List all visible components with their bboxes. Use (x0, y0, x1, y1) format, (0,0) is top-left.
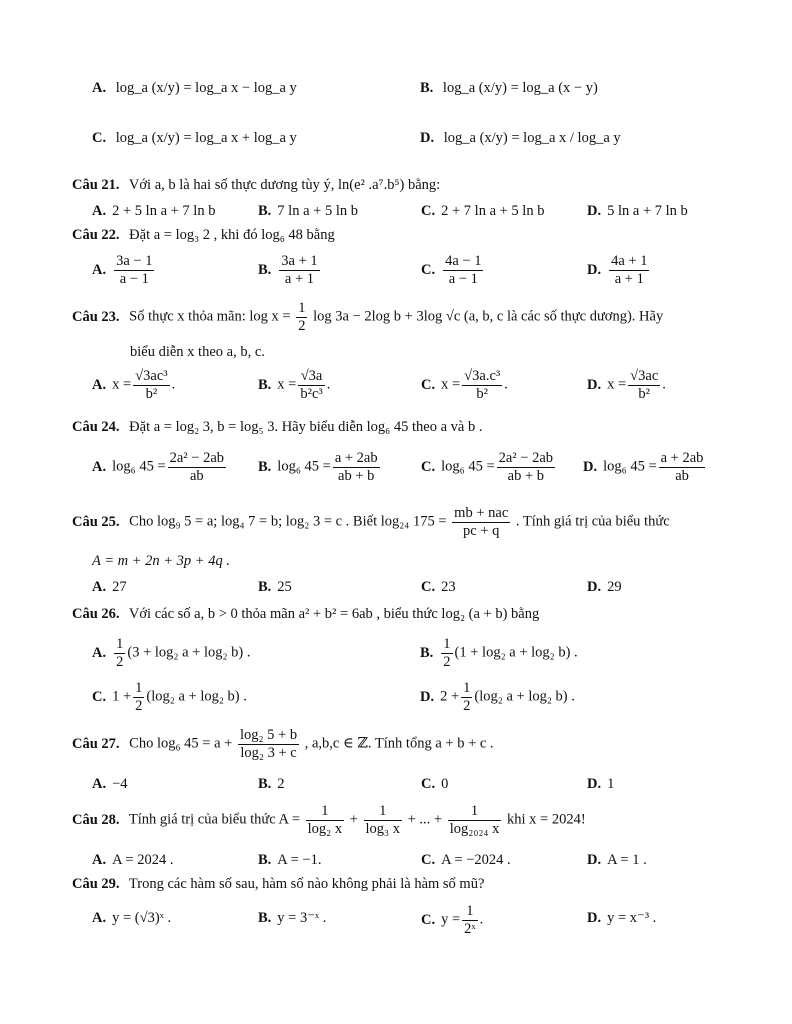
option-text: log_a (x/y) = log_a x + log_a y (115, 130, 297, 146)
denominator: 2 (116, 653, 124, 670)
numerator: a + 2ab (334, 450, 378, 466)
option-label: B. (420, 644, 434, 661)
q21-option-a (92, 203, 215, 220)
option-post: (log₂ a + log₂ b) . (146, 688, 247, 705)
q25-stem-line2 (92, 553, 230, 570)
question-text: Đặt a = log₂ 3, b = log₅ 3. Hãy biểu diễn log₆ 45 theo a và b . (129, 419, 483, 435)
numerator: 4a − 1 (445, 253, 482, 269)
question-number: Câu 24. (72, 419, 120, 435)
q28-option-c (421, 852, 511, 869)
question-text: Cho log₆ 45 = a + (129, 735, 233, 752)
option-label: D. (587, 852, 602, 868)
option-label: C. (421, 579, 436, 595)
option-text: A = 1 . (607, 852, 647, 868)
option-label: C. (421, 458, 436, 475)
option-pre: 2 + (440, 688, 460, 705)
fraction (452, 505, 510, 539)
q24-option-d (583, 450, 707, 484)
option-text: 1 (607, 776, 615, 792)
denominator: 2 (298, 317, 306, 334)
denominator: b² (638, 385, 651, 402)
option-label: D. (587, 910, 602, 926)
option-text: A = −2024 . (441, 852, 511, 868)
option-label: B. (258, 203, 272, 219)
option-text: A = −1. (277, 852, 322, 868)
option-label: D. (587, 579, 602, 595)
q26-option-c (92, 680, 247, 714)
numerator: 3a − 1 (116, 253, 153, 269)
option-text: A = 2024 . (112, 852, 174, 868)
option-label: B. (258, 376, 272, 393)
q22-option-b (258, 253, 322, 287)
question-number: Câu 27. (72, 735, 120, 752)
question-number: Câu 28. (72, 811, 120, 828)
option-lhs: log₆ 45 = (277, 458, 331, 475)
numerator: 1 (448, 803, 502, 821)
option-text: 25 (277, 579, 292, 595)
option-label: D. (587, 376, 602, 393)
fraction (168, 450, 226, 484)
option-text: log_a (x/y) = log_a x − log_a y (115, 80, 297, 96)
plus-sign: + (349, 811, 358, 828)
q29-option-d (587, 910, 656, 927)
question-text: Số thực x thỏa mãn: log x = (129, 308, 291, 325)
q23-option-b (258, 368, 330, 402)
denominator: ab (189, 467, 204, 484)
q29-option-c (421, 903, 483, 937)
option-label: A. (92, 776, 107, 792)
q21-option-d (587, 203, 688, 220)
option-lhs: log₆ 45 = (112, 458, 166, 475)
option-tail: . (662, 376, 666, 393)
option-label: A. (92, 261, 107, 278)
numerator: mb + nac (454, 505, 509, 521)
question-number: Câu 21. (72, 177, 120, 193)
numerator: 2a² − 2ab (498, 450, 554, 466)
q24-option-b (258, 450, 382, 484)
numerator: 1 (306, 803, 344, 821)
option-text: 27 (112, 579, 127, 595)
option-label: B. (258, 261, 272, 278)
question-number: Câu 22. (72, 227, 120, 243)
option-label: C. (421, 852, 436, 868)
option-label: B. (258, 910, 272, 926)
q23-option-a (92, 368, 175, 402)
option-label: D. (420, 130, 435, 146)
question-number: Câu 23. (72, 308, 120, 325)
denominator: b²c³ (300, 385, 323, 402)
ellipsis: + ... + (407, 811, 443, 828)
numerator: 3a + 1 (281, 253, 318, 269)
option-text: 7 ln a + 5 ln b (277, 203, 358, 219)
fraction (114, 636, 125, 670)
fraction (279, 253, 319, 287)
option-label: B. (258, 458, 272, 475)
option-label: D. (587, 776, 602, 792)
question-text: , a,b,c ∈ ℤ. Tính tổng a + b + c . (304, 735, 494, 752)
denominator: log₃ x (365, 820, 400, 837)
q26-stem (72, 606, 539, 623)
q20-option-c (92, 130, 297, 147)
q28-option-d (587, 852, 647, 869)
fraction (133, 368, 169, 402)
q21-option-c (421, 203, 544, 220)
option-text: log_a (x/y) = log_a (x − y) (442, 80, 598, 96)
numerator: a + 2ab (660, 450, 704, 466)
q27-option-c (421, 776, 448, 793)
option-label: A. (92, 910, 107, 926)
option-tail: . (171, 376, 176, 393)
q24-stem (72, 419, 482, 436)
q21-stem (72, 177, 440, 194)
q22-option-d (587, 253, 651, 287)
q25-option-a (92, 579, 127, 596)
denominator: ab (675, 467, 689, 484)
option-label: C. (92, 688, 107, 705)
option-lhs: x = (277, 376, 297, 393)
numerator: 1 (463, 680, 471, 696)
q20-option-d (420, 130, 621, 147)
fraction (238, 727, 299, 761)
q25-stem (72, 505, 670, 539)
option-label: D. (587, 203, 602, 219)
option-lhs: x = (441, 376, 461, 393)
numerator: 1 (462, 903, 477, 921)
question-text: khi x = 2024! (506, 811, 586, 828)
fraction (443, 253, 483, 287)
fraction (306, 803, 344, 837)
denominator: b² (476, 385, 488, 402)
question-text: Tính giá trị của biểu thức A = (128, 811, 300, 828)
fraction (659, 450, 706, 484)
q20-option-b (420, 80, 598, 97)
numerator: 1 (443, 636, 451, 652)
q25-option-b (258, 579, 292, 596)
option-label: D. (587, 261, 602, 278)
option-text: y = 3⁻ˣ . (277, 910, 327, 926)
option-label: C. (421, 261, 436, 278)
question-number: Câu 26. (72, 606, 120, 622)
option-label: D. (420, 688, 435, 705)
question-text: . Tính giá trị của biểu thức (515, 513, 670, 530)
q22-option-a (92, 253, 156, 287)
denominator: a + 1 (284, 270, 315, 287)
numerator: 2a² − 2ab (169, 450, 225, 466)
numerator: √3a.c³ (464, 368, 501, 384)
denominator: pc + q (463, 522, 500, 539)
denominator: 2 (443, 653, 451, 670)
fraction (448, 803, 502, 837)
option-label: B. (258, 776, 272, 792)
numerator: 4a + 1 (611, 253, 648, 269)
q26-option-b (420, 636, 578, 670)
denominator: 2 (463, 697, 471, 714)
option-lhs: x = (607, 376, 627, 393)
denominator: a − 1 (119, 270, 149, 287)
option-label: A. (92, 458, 107, 475)
fraction (461, 680, 472, 714)
fraction (364, 803, 402, 837)
numerator: √3ac³ (135, 368, 168, 384)
denominator: log₂₀₂₄ x (449, 820, 500, 837)
option-text: 5 ln a + 7 ln b (607, 203, 688, 219)
fraction (296, 300, 307, 334)
option-label: D. (583, 458, 598, 475)
numerator: log₂ 5 + b (239, 727, 298, 743)
option-label: C. (421, 911, 436, 928)
numerator: √3ac (630, 368, 659, 384)
q21-option-b (258, 203, 358, 220)
option-label: C. (421, 776, 436, 792)
q28-stem (72, 803, 586, 837)
fraction (628, 368, 660, 402)
q20-option-a (92, 80, 297, 97)
denominator: b² (145, 385, 158, 402)
fraction (133, 680, 144, 714)
option-label: C. (421, 203, 436, 219)
q28-option-a (92, 852, 173, 869)
option-lhs: log₆ 45 = (441, 458, 495, 475)
q27-option-b (258, 776, 285, 793)
fraction (441, 636, 452, 670)
option-pre: 1 + (112, 688, 132, 705)
option-label: C. (92, 130, 107, 146)
denominator: a + 1 (614, 270, 644, 287)
option-text: 29 (607, 579, 622, 595)
option-post: (log₂ a + log₂ b) . (474, 688, 575, 705)
q24-option-a (92, 450, 228, 484)
option-label: C. (421, 376, 436, 393)
fraction (298, 368, 324, 402)
option-text: log_a (x/y) = log_a x / log_a y (443, 130, 621, 146)
q27-option-d (587, 776, 614, 793)
option-text: 2 (277, 776, 285, 792)
option-text: −4 (112, 776, 128, 792)
denominator: log₂ 3 + c (240, 744, 297, 761)
option-label: A. (92, 644, 107, 661)
option-label: A. (92, 80, 107, 96)
option-text: y = x⁻³ . (607, 910, 657, 926)
q23-stem (72, 300, 663, 334)
q26-option-a (92, 636, 250, 670)
question-number: Câu 25. (72, 513, 120, 530)
option-label: B. (258, 852, 272, 868)
option-text: 23 (441, 579, 456, 595)
question-text: log 3a − 2log b + 3log √c (a, b, c là các số thực dương). Hãy (313, 308, 664, 325)
q22-stem (72, 227, 335, 244)
denominator: a − 1 (448, 270, 478, 287)
q23-option-d (587, 368, 666, 402)
fraction (462, 903, 477, 937)
option-label: A. (92, 376, 107, 393)
fraction (333, 450, 380, 484)
option-label: A. (92, 579, 107, 595)
option-pre: y = (441, 911, 461, 928)
fraction (114, 253, 154, 287)
option-lhs: log₆ 45 = (603, 458, 657, 475)
question-text: Cho log₉ 5 = a; log₄ 7 = b; log₂ 3 = c . Biết log₂₄ 175 = (129, 513, 447, 530)
option-tail: . (326, 376, 331, 393)
option-label: B. (258, 579, 272, 595)
option-post: . (479, 911, 484, 928)
q22-option-c (421, 253, 485, 287)
q29-option-b (258, 910, 326, 927)
option-text: y = (√3)ˣ . (112, 910, 172, 926)
denominator: ab + b (507, 467, 545, 484)
option-text: 0 (441, 776, 449, 792)
fraction (497, 450, 555, 484)
numerator: 1 (116, 636, 124, 652)
q25-option-c (421, 579, 456, 596)
q29-stem (72, 876, 484, 893)
option-post: (3 + log₂ a + log₂ b) . (127, 644, 251, 661)
option-post: (1 + log₂ a + log₂ b) . (454, 644, 578, 661)
question-text: Trong các hàm số sau, hàm số nào không phải là hàm số mũ? (128, 876, 485, 892)
numerator: 1 (135, 680, 143, 696)
numerator: √3a (298, 368, 324, 386)
q24-option-c (421, 450, 557, 484)
option-tail: . (504, 376, 508, 393)
question-text: Với a, b là hai số thực dương tùy ý, ln(e² .a⁷.b⁵) bằng: (128, 177, 441, 193)
q27-stem (72, 727, 494, 761)
option-text: 2 + 7 ln a + 5 ln b (441, 203, 545, 219)
q29-option-a (92, 910, 171, 927)
denominator: 2 (135, 697, 143, 714)
q25-option-d (587, 579, 622, 596)
denominator: ab + b (338, 467, 375, 484)
fraction (609, 253, 649, 287)
q26-option-d (420, 680, 575, 714)
denominator: log₂ x (307, 820, 343, 837)
fraction (462, 368, 502, 402)
question-text: biểu diễn x theo a, b, c. (130, 344, 265, 360)
option-label: A. (92, 203, 107, 219)
question-text: A = m + 2n + 3p + 4q . (92, 553, 230, 569)
q27-option-a (92, 776, 128, 793)
denominator: 2ˣ (464, 920, 476, 937)
option-label: B. (420, 80, 434, 96)
question-text: Với các số a, b > 0 thỏa mãn a² + b² = 6ab , biểu thức log₂ (a + b) bằng (128, 606, 540, 622)
q23-option-c (421, 368, 508, 402)
question-text: Đặt a = log₃ 2 , khi đó log₆ 48 bằng (129, 227, 335, 243)
numerator: 1 (298, 300, 306, 316)
option-text: 2 + 5 ln a + 7 ln b (112, 203, 216, 219)
option-label: A. (92, 852, 107, 868)
q28-option-b (258, 852, 321, 869)
numerator: 1 (364, 803, 402, 821)
option-lhs: x = (112, 376, 132, 393)
question-number: Câu 29. (72, 876, 120, 892)
q23-stem-line2 (130, 344, 265, 361)
